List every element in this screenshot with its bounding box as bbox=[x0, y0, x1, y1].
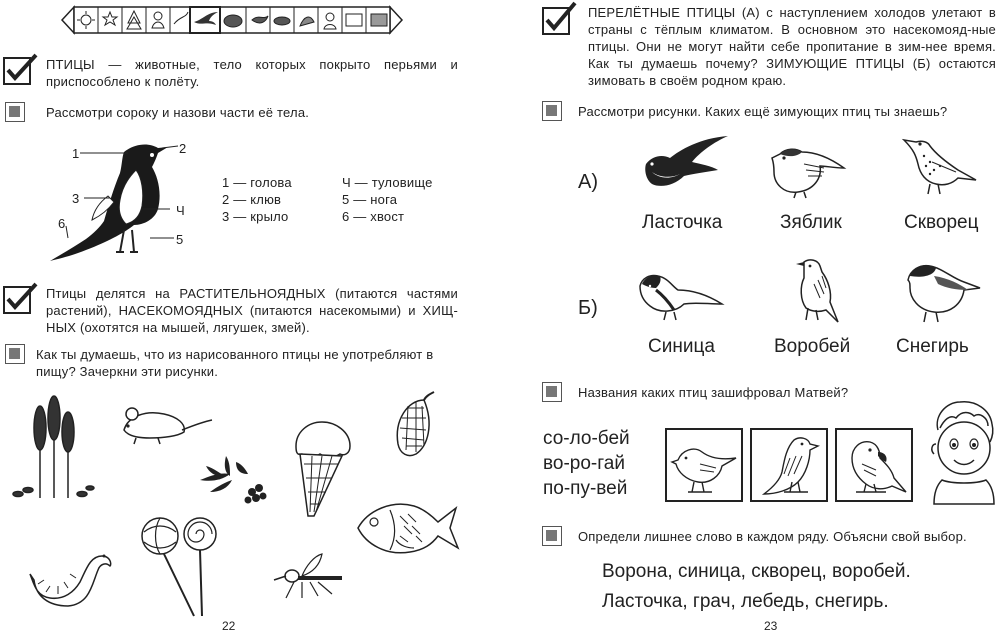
mosquito-icon[interactable] bbox=[272, 550, 348, 602]
task-marker bbox=[542, 526, 562, 546]
lollipops-icon[interactable] bbox=[136, 516, 226, 620]
task-marker bbox=[542, 101, 562, 121]
bird-name-chaffinch: Зяблик bbox=[780, 212, 842, 233]
cipher-word: по-пу-вей bbox=[543, 478, 628, 499]
birds-definition: ПТИЦЫ — животные, тело которых покрыто перьями и приспособлено к полёту. bbox=[46, 57, 458, 89]
bird-diet-info: Птицы делятся на РАСТИТЕЛЬНОЯДНЫХ (питаются частями растений), НАСЕКОМОЯДНЫХ (питаются насекомыми) и ХИЩ-НЫХ (охотятся на мышей, лягушек, змей). bbox=[46, 286, 458, 335]
swallow-illustration bbox=[640, 134, 730, 200]
bird-name-sparrow: Воробей bbox=[774, 336, 851, 357]
callout-3: 3 bbox=[72, 191, 80, 206]
migratory-info: ПЕРЕЛЁТНЫЕ ПТИЦЫ (А) с наступлением холодов улетают в страны с тёплым климатом. В основном это насекомояд-ные птицы. Они не могут найти себе пропитание в зим-нее время. Как ты думаешь почему? ЗИМУЮЩИЕ ПТИЦЫ (Б) остаются зимовать в своём родном краю. bbox=[588, 5, 996, 88]
bird-name-swallow: Ласточка bbox=[642, 212, 723, 233]
task-cross-out: Как ты думаешь, что из нарисованного птицы не употребляют в пищу? Зачеркни эти рисунки. bbox=[36, 347, 434, 379]
task-odd-word: Определи лишнее слово в каждом ряду. Объясни свой выбор. bbox=[578, 529, 967, 544]
check-icon bbox=[3, 283, 39, 315]
check-icon bbox=[3, 54, 39, 86]
word-row: Ласточка, грач, лебедь, снегирь. bbox=[602, 591, 889, 612]
mouse-icon[interactable] bbox=[118, 404, 214, 448]
callout-5: 5 bbox=[176, 232, 184, 247]
tit-illustration bbox=[636, 272, 726, 322]
task-magpie: Рассмотри сороку и назови части её тела. bbox=[46, 105, 310, 120]
cipher-word: со-ло-бей bbox=[543, 428, 630, 449]
row-b-label: Б) bbox=[578, 297, 598, 319]
legend-item: 5 — нога bbox=[342, 192, 398, 207]
legend-item: 2 — клюв bbox=[222, 192, 282, 207]
wheat-icon[interactable] bbox=[10, 398, 100, 502]
legend-item: 1 — голова bbox=[222, 175, 292, 190]
chaffinch-illustration bbox=[768, 144, 850, 200]
crow-illustration bbox=[756, 434, 822, 498]
parrot-illustration bbox=[842, 436, 908, 496]
callout-1: 1 bbox=[72, 146, 80, 161]
legend-item: 6 — хвост bbox=[342, 209, 405, 224]
check-icon bbox=[542, 2, 578, 36]
callout-6: 6 bbox=[58, 216, 66, 231]
rowan-icon[interactable] bbox=[196, 452, 272, 508]
legend-item: Ч — туловище bbox=[342, 175, 433, 190]
topic-strip bbox=[62, 4, 402, 36]
icecream-icon[interactable] bbox=[286, 420, 356, 520]
task-cipher: Названия каких птиц зашифровал Матвей? bbox=[578, 385, 849, 400]
task-marker bbox=[5, 344, 25, 364]
starling-illustration bbox=[900, 132, 980, 198]
task-birds: Рассмотри рисунки. Каких ещё зимующих птиц ты знаешь? bbox=[578, 104, 948, 119]
sparrow-illustration bbox=[788, 258, 842, 328]
word-row: Ворона, синица, скворец, воробей. bbox=[602, 561, 911, 582]
cipher-word: во-ро-гай bbox=[543, 453, 625, 474]
page-number-right: 23 bbox=[764, 619, 778, 633]
bird-name-tit: Синица bbox=[648, 336, 715, 357]
task-marker bbox=[542, 382, 562, 402]
bird-name-starling: Скворец bbox=[904, 212, 979, 233]
boy-matvey-illustration bbox=[928, 400, 1000, 504]
task-marker bbox=[5, 102, 25, 122]
bullfinch-illustration bbox=[904, 262, 984, 324]
pinecone-icon[interactable] bbox=[384, 388, 448, 460]
callout-2: 2 bbox=[179, 141, 187, 156]
callout-4: Ч bbox=[176, 203, 185, 218]
page-number-left: 22 bbox=[222, 619, 236, 633]
row-a-label: А) bbox=[578, 171, 598, 193]
legend-item: 3 — крыло bbox=[222, 209, 289, 224]
bird-name-bullfinch: Снегирь bbox=[896, 336, 969, 357]
magpie-illustration bbox=[38, 136, 198, 260]
nightingale-illustration bbox=[670, 438, 740, 496]
fish-icon[interactable] bbox=[352, 496, 460, 560]
worm-icon[interactable] bbox=[24, 544, 114, 606]
